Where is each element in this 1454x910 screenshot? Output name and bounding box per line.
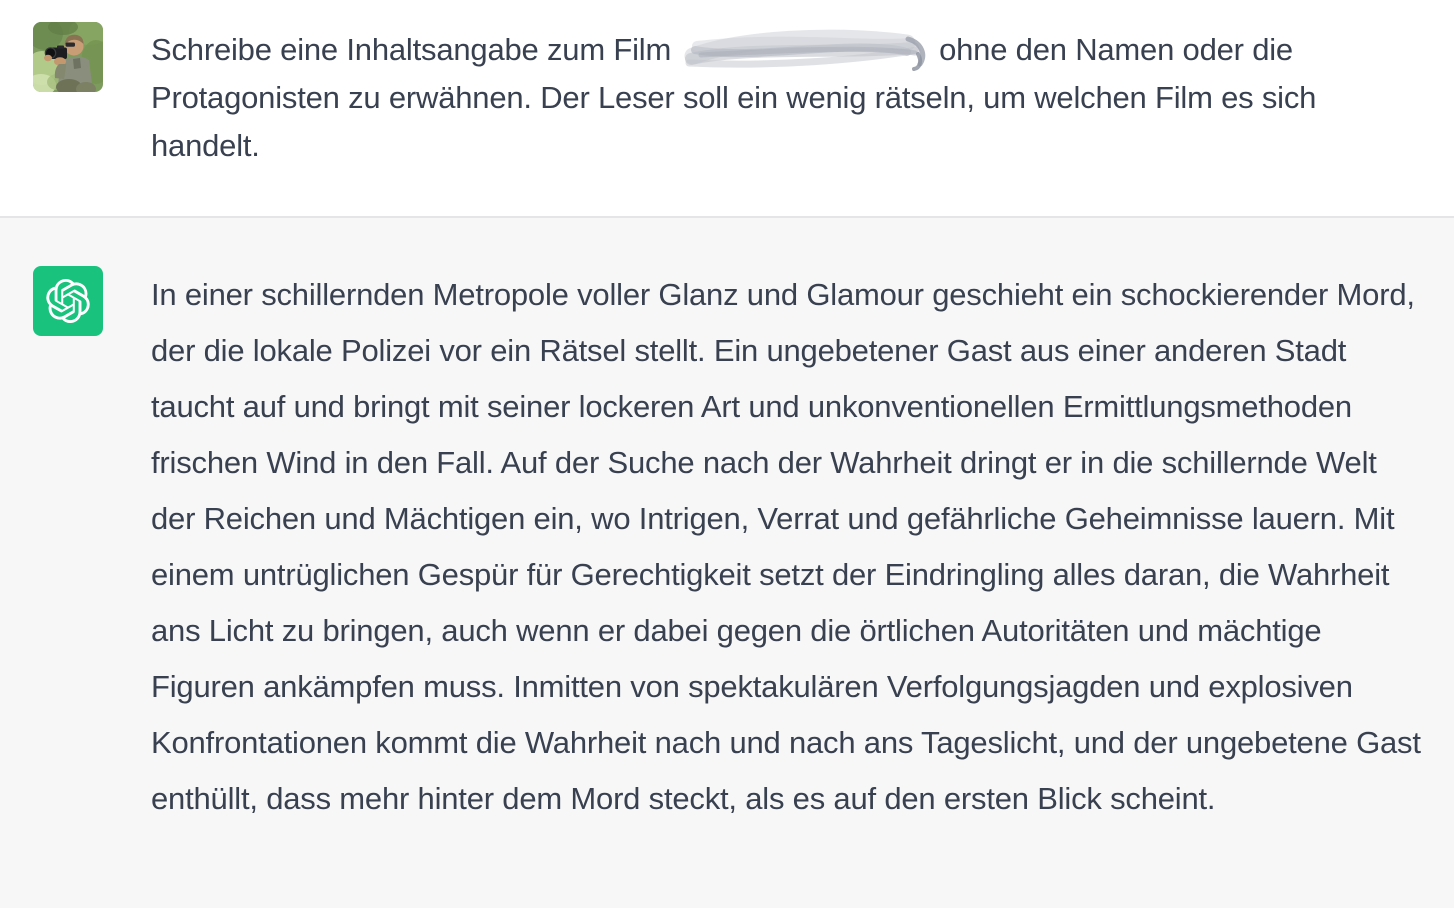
- assistant-avatar-gutter: [0, 218, 151, 908]
- user-message-content: [151, 0, 1454, 216]
- user-message-text-before: Schreibe eine Inhaltsangabe zum Film: [151, 32, 672, 67]
- user-avatar-image: [33, 22, 103, 92]
- assistant-message-content: [151, 218, 1454, 908]
- assistant-message-row: [0, 218, 1454, 908]
- user-avatar: [33, 22, 103, 92]
- user-avatar-gutter: [0, 0, 151, 216]
- user-message-text: [151, 0, 1428, 170]
- assistant-message-text: In einer schillernden Metropole voller Glanz und Glamour geschieht ein schockierender Mord, der die lokale Polizei vor ein Rätsel stellt. Ein ungebetener Gast aus einer anderen Stadt taucht auf und bringt mit seiner lockeren Art und unkonventionellen Ermittlungsmethoden frischen Wind in den Fall. Auf der Suche nach der Wahrheit dringt er in die schillernde Welt der Reichen und Mächtigen ein, wo Intrigen, Verrat und gefährliche Geheimnisse lauern. Mit einem untrüglichen Gespür für Gerechtigkeit setzt der Eindringling alles daran, die Wahrheit ans Licht zu bringen, auch wenn er dabei gegen die örtlichen Autoritäten und mächtige Figuren ankämpfen muss. Inmitten von spektakulären Verfolgungsjagden und explosiven Konfrontationen kommt die Wahrheit nach und nach ans Tageslicht, und der ungebetene Gast enthüllt, dass mehr hinter dem Mord steckt, als es auf den ersten Blick scheint.: [151, 277, 1421, 816]
- user-message-text-after: ohne den Namen oder die Protagonisten zu erwähnen. Der Leser soll ein wenig rätseln, um welchen Film es sich handelt.: [151, 32, 1317, 163]
- openai-knot-icon: [46, 279, 90, 323]
- chatgpt-logo-icon: [33, 266, 103, 336]
- redacted-film-title-scribble: [681, 26, 931, 72]
- user-message-row: [0, 0, 1454, 218]
